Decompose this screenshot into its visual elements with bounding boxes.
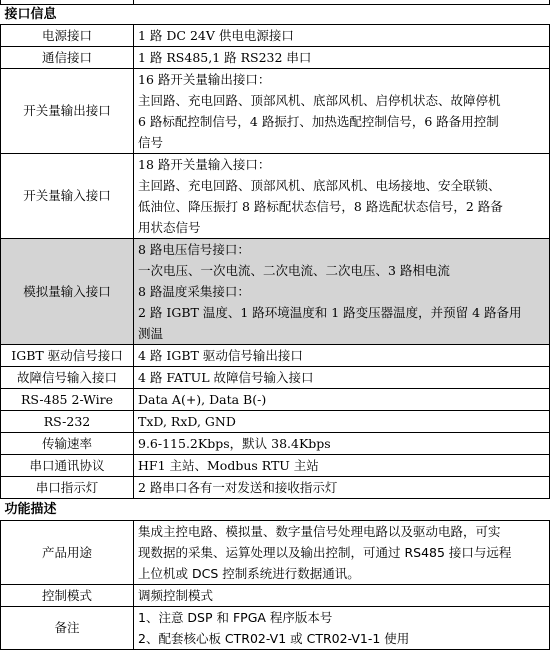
protocol-label: 串口通讯协议: [1, 454, 134, 476]
remarks-value: [134, 606, 550, 649]
switch-out-label: 开关量输出接口: [1, 68, 134, 153]
usage-line: 上位机或 DCS 控制系统进行数据通讯。: [138, 565, 360, 581]
rs232-label: RS-232: [1, 410, 134, 432]
switch-out-line: 6 路标配控制信号，4 路振打、加热选配控制信号，6 路备用控制: [138, 113, 499, 129]
row-power: [1, 24, 550, 46]
control-mode-label: 控制模式: [1, 584, 134, 606]
indicator-value: 2 路串口各有一对发送和接收指示灯: [134, 476, 550, 498]
row-usage: [1, 520, 550, 584]
row-baud: [1, 432, 550, 454]
usage-value: [134, 520, 550, 584]
analog-in-value: [134, 238, 550, 344]
section-interface-title: 接口信息: [1, 4, 550, 24]
row-igbt: [1, 344, 550, 366]
usage-label: 产品用途: [1, 520, 134, 584]
analog-in-line: 测温: [138, 325, 164, 341]
row-control-mode: [1, 584, 550, 606]
switch-in-line: 低油位、降压振打 8 路标配状态信号，8 路选配状态信号，2 路备: [138, 198, 503, 214]
switch-in-line: 18 路开关量输入接口：: [138, 156, 271, 172]
row-switch-in: [1, 153, 550, 238]
power-value: 1 路 DC 24V 供电电源接口: [134, 24, 550, 46]
analog-in-line: 一次电压、一次电流、二次电流、二次电压、3 路相电流: [138, 262, 450, 278]
switch-out-line: 主回路、充电回路、顶部风机、底部风机、启停机状态、故障停机: [138, 92, 501, 108]
switch-in-line: 主回路、充电回路、顶部风机、底部风机、电场接地、安全联锁、: [138, 177, 501, 193]
row-switch-out: [1, 68, 550, 153]
switch-out-line: 信号: [138, 134, 164, 150]
baud-label: 传输速率: [1, 432, 134, 454]
row-rs485: [1, 388, 550, 410]
remarks-label: 备注: [1, 606, 134, 649]
switch-out-line: 16 路开关量输出接口：: [138, 71, 271, 87]
remarks-line: 2、配套核心板 CTR02-V1 或 CTR02-V1-1 使用: [138, 630, 410, 646]
control-mode-value: 调频控制模式: [134, 584, 550, 606]
fault-value: 4 路 FATUL 故障信号输入接口: [134, 366, 550, 388]
igbt-label: IGBT 驱动信号接口: [1, 344, 134, 366]
analog-in-line: 2 路 IGBT 温度、1 路环境温度和 1 路变压器温度，并预留 4 路备用: [138, 304, 522, 320]
rs232-value: TxD, RxD, GND: [134, 410, 550, 432]
analog-in-label: 模拟量输入接口: [1, 238, 134, 344]
switch-in-label: 开关量输入接口: [1, 153, 134, 238]
row-indicator: [1, 476, 550, 498]
rs485-label: RS-485 2-Wire: [1, 388, 134, 410]
usage-line: 集成主控电路、模拟量、数字量信号处理电路以及驱动电路，可实: [138, 523, 501, 539]
section-function-title: 功能描述: [1, 498, 550, 520]
section-interface-row: [1, 4, 550, 24]
analog-in-line: 8 路电压信号接口：: [138, 241, 250, 257]
switch-out-value: [134, 68, 550, 153]
rs485-value: Data A(+), Data B(-): [134, 388, 550, 410]
remarks-line: 1、注意 DSP 和 FPGA 程序版本号: [138, 609, 333, 625]
comm-label: 通信接口: [1, 46, 134, 68]
usage-line: 现数据的采集、运算处理以及输出控制，可通过 RS485 接口与远程: [138, 544, 512, 560]
protocol-value: HF1 主站、Modbus RTU 主站: [134, 454, 550, 476]
igbt-value: 4 路 IGBT 驱动信号输出接口: [134, 344, 550, 366]
switch-in-line: 用状态信号: [138, 219, 201, 235]
row-rs232: [1, 410, 550, 432]
comm-value: 1 路 RS485,1 路 RS232 串口: [134, 46, 550, 68]
power-label: 电源接口: [1, 24, 134, 46]
row-comm: [1, 46, 550, 68]
fault-label: 故障信号输入接口: [1, 366, 134, 388]
row-remarks: [1, 606, 550, 649]
row-analog-in: [1, 238, 550, 344]
baud-value: 9.6-115.2Kbps，默认 38.4Kbps: [134, 432, 550, 454]
analog-in-line: 8 路温度采集接口：: [138, 283, 250, 299]
row-protocol: [1, 454, 550, 476]
indicator-label: 串口指示灯: [1, 476, 134, 498]
switch-in-value: [134, 153, 550, 238]
row-fault: [1, 366, 550, 388]
section-function-row: [1, 498, 550, 520]
